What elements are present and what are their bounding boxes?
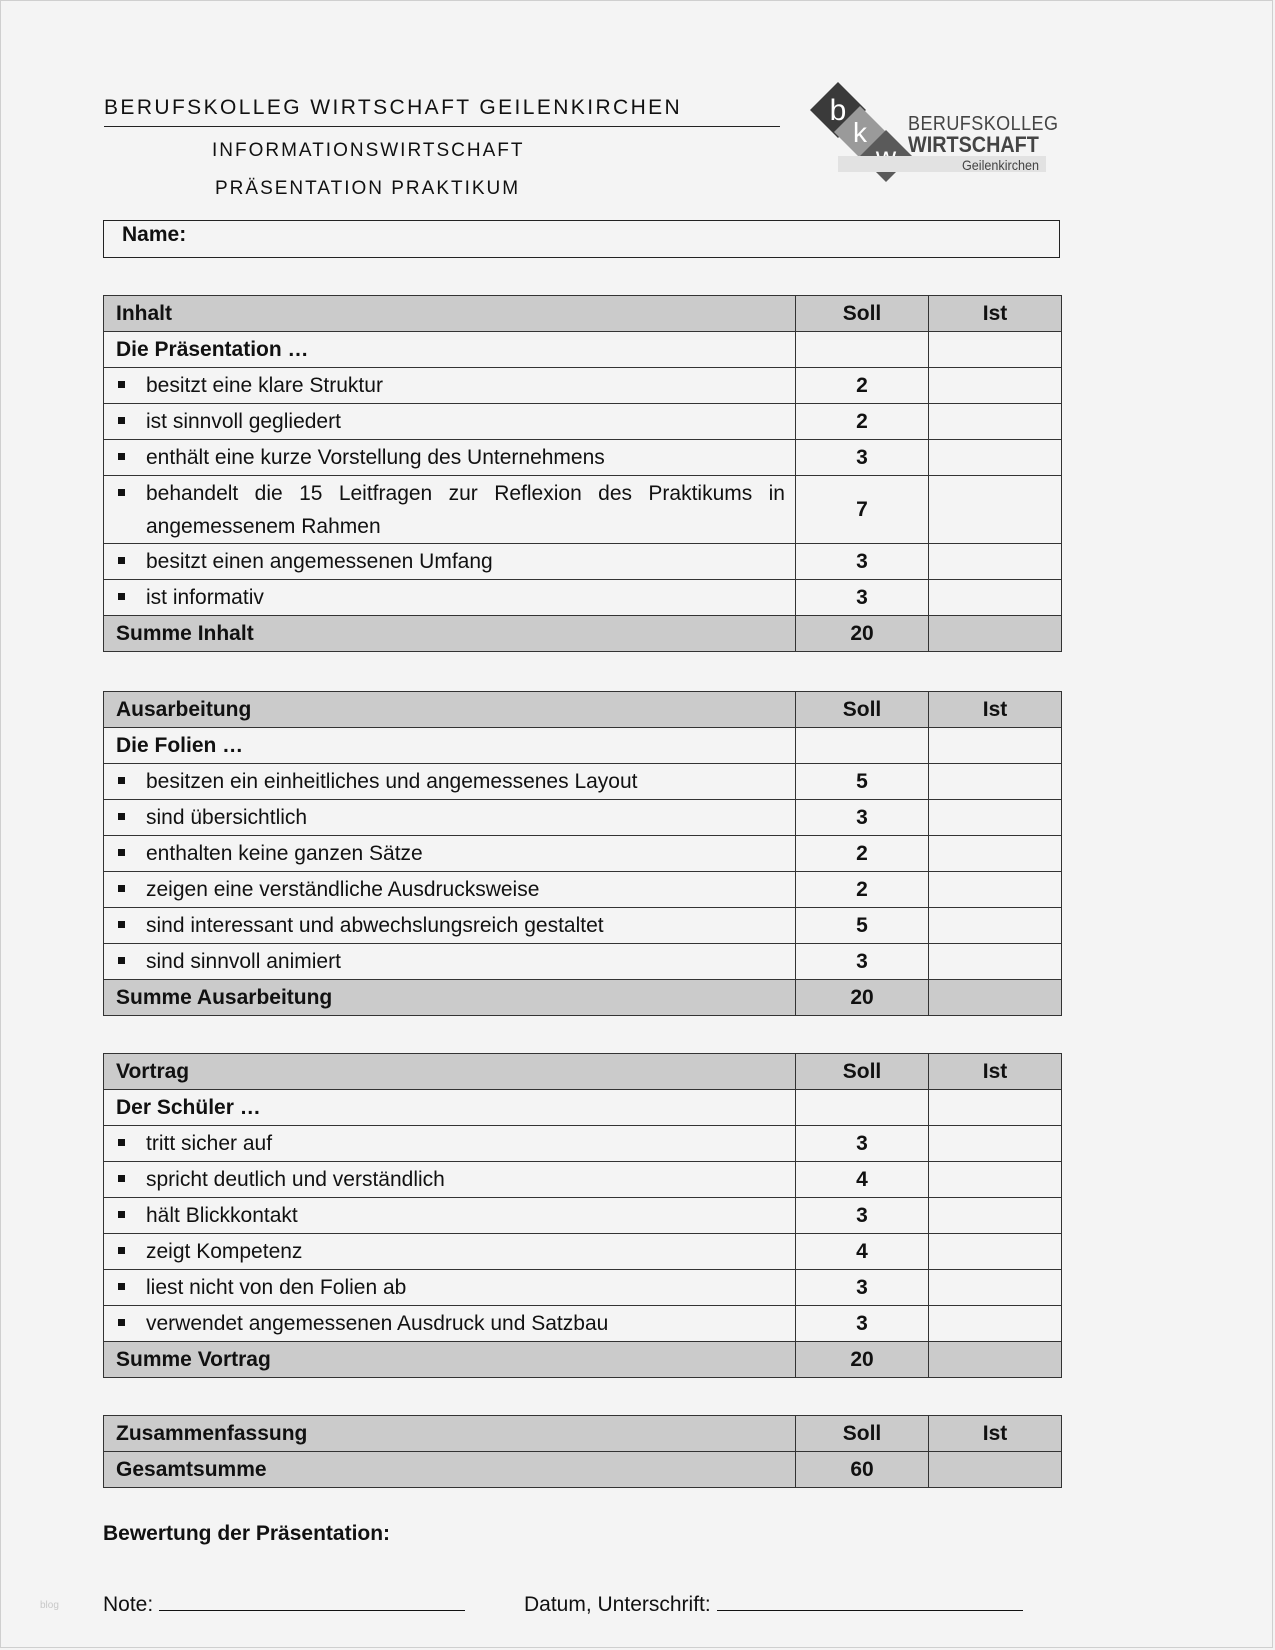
bullet-square-icon <box>118 957 125 964</box>
soll-value: 3 <box>796 440 929 476</box>
ist-cell[interactable] <box>929 800 1062 836</box>
criterion-text: besitzt eine klare Struktur <box>104 368 796 404</box>
table-header-row <box>104 1054 1062 1090</box>
soll-value: 5 <box>796 908 929 944</box>
soll-value: 2 <box>796 368 929 404</box>
soll-value: 3 <box>796 580 929 616</box>
ist-header: Ist <box>929 692 1062 728</box>
signature-blank-line[interactable] <box>717 1590 1023 1611</box>
sum-row <box>104 616 1062 652</box>
ist-cell[interactable] <box>929 1306 1062 1342</box>
soll-value: 3 <box>796 800 929 836</box>
ist-cell[interactable] <box>929 728 1062 764</box>
soll-value: 2 <box>796 836 929 872</box>
bullet-square-icon <box>118 557 125 564</box>
table-row <box>104 440 1062 476</box>
criterion-text: ist informativ <box>104 580 796 616</box>
ist-cell[interactable] <box>929 908 1062 944</box>
section-title: Vortrag <box>104 1054 796 1090</box>
date-signature-label: Datum, Unterschrift: <box>524 1593 711 1616</box>
ist-header: Ist <box>929 296 1062 332</box>
soll-value: 3 <box>796 944 929 980</box>
criterion-text: behandelt die 15 Leitfragen zur Reflexion des Praktikums in angemessenem Rahmen <box>104 476 796 544</box>
sum-label: Summe Vortrag <box>104 1342 796 1378</box>
table-zusammenfassung <box>103 1415 1062 1488</box>
section-intro: Der Schüler … <box>104 1090 796 1126</box>
soll-value: 2 <box>796 404 929 440</box>
table-vortrag <box>103 1053 1062 1378</box>
criterion-text: hält Blickkontakt <box>104 1198 796 1234</box>
total-label: Gesamtsumme <box>104 1452 796 1488</box>
table-row <box>104 580 1062 616</box>
bullet-square-icon <box>118 885 125 892</box>
bullet-square-icon <box>118 417 125 424</box>
ist-cell[interactable] <box>929 476 1062 544</box>
school-logo <box>808 78 1060 198</box>
table-header-row <box>104 1416 1062 1452</box>
ist-cell[interactable] <box>929 544 1062 580</box>
total-value: 60 <box>796 1452 929 1488</box>
table-row <box>104 836 1062 872</box>
section-intro: Die Folien … <box>104 728 796 764</box>
soll-header: Soll <box>796 1416 929 1452</box>
soll-value: 3 <box>796 1306 929 1342</box>
criterion-text: zeigen eine verständliche Ausdrucksweise <box>104 872 796 908</box>
table-row <box>104 1198 1062 1234</box>
ist-cell[interactable] <box>929 580 1062 616</box>
soll-header: Soll <box>796 692 929 728</box>
ist-sum-cell[interactable] <box>929 1342 1062 1378</box>
table-row <box>104 1270 1062 1306</box>
table-header-row <box>104 296 1062 332</box>
intro-row <box>104 728 1062 764</box>
date-signature-field[interactable] <box>524 1590 1023 1617</box>
criterion-text: zeigt Kompetenz <box>104 1234 796 1270</box>
total-row <box>104 1452 1062 1488</box>
bullet-square-icon <box>118 1175 125 1182</box>
ist-cell[interactable] <box>929 764 1062 800</box>
document-header <box>104 96 780 199</box>
soll-value: 4 <box>796 1162 929 1198</box>
sum-value: 20 <box>796 1342 929 1378</box>
soll-value: 3 <box>796 1198 929 1234</box>
ist-cell[interactable] <box>929 440 1062 476</box>
ist-sum-cell[interactable] <box>929 616 1062 652</box>
school-name: BERUFSKOLLEG WIRTSCHAFT GEILENKIRCHEN <box>104 96 780 127</box>
criterion-text: spricht deutlich und verständlich <box>104 1162 796 1198</box>
grade-blank-line[interactable] <box>159 1590 465 1611</box>
section-intro: Die Präsentation … <box>104 332 796 368</box>
table-row <box>104 1162 1062 1198</box>
table-row <box>104 1306 1062 1342</box>
document-title: PRÄSENTATION PRAKTIKUM <box>215 178 521 199</box>
criterion-text: ist sinnvoll gegliedert <box>104 404 796 440</box>
bullet-square-icon <box>118 921 125 928</box>
table-row <box>104 872 1062 908</box>
criterion-text: sind interessant und abwechslungsreich gestaltet <box>104 908 796 944</box>
bullet-square-icon <box>118 593 125 600</box>
logo-line-wirtschaft: WIRTSCHAFT <box>908 132 1039 157</box>
criterion-text: sind übersichtlich <box>104 800 796 836</box>
section-title: Ausarbeitung <box>104 692 796 728</box>
soll-value: 3 <box>796 544 929 580</box>
ist-cell[interactable] <box>929 1270 1062 1306</box>
table-row <box>104 368 1062 404</box>
soll-value: 2 <box>796 872 929 908</box>
table-row <box>104 544 1062 580</box>
criterion-text: verwendet angemessenen Ausdruck und Satzbau <box>104 1306 796 1342</box>
ist-cell[interactable] <box>929 944 1062 980</box>
table-row <box>104 908 1062 944</box>
sum-label: Summe Inhalt <box>104 616 796 652</box>
criterion-text: besitzen ein einheitliches und angemessenes Layout <box>104 764 796 800</box>
soll-value: 4 <box>796 1234 929 1270</box>
ist-cell[interactable] <box>929 1198 1062 1234</box>
logo-letter-k: k <box>853 117 867 148</box>
bullet-square-icon <box>118 777 125 784</box>
bullet-square-icon <box>118 489 125 496</box>
soll-value: 7 <box>796 476 929 544</box>
ist-cell[interactable] <box>929 404 1062 440</box>
bullet-square-icon <box>118 381 125 388</box>
bullet-square-icon <box>118 849 125 856</box>
ist-cell[interactable] <box>929 872 1062 908</box>
ist-header: Ist <box>929 1054 1062 1090</box>
grade-label: Note: <box>103 1593 154 1616</box>
bullet-square-icon <box>118 1247 125 1254</box>
table-header-row <box>104 692 1062 728</box>
criterion-text: tritt sicher auf <box>104 1126 796 1162</box>
intro-row <box>104 1090 1062 1126</box>
table-row <box>104 764 1062 800</box>
bullet-square-icon <box>118 1319 125 1326</box>
table-inhalt <box>103 295 1062 652</box>
soll-value: 5 <box>796 764 929 800</box>
logo-text <box>908 114 1075 174</box>
soll-header: Soll <box>796 296 929 332</box>
table-row <box>104 1234 1062 1270</box>
section-title: Inhalt <box>104 296 796 332</box>
grade-field[interactable] <box>103 1590 465 1617</box>
sum-row <box>104 980 1062 1016</box>
table-row <box>104 800 1062 836</box>
summary-title: Zusammenfassung <box>104 1416 796 1452</box>
subject-title: INFORMATIONSWIRTSCHAFT <box>212 140 525 161</box>
bullet-square-icon <box>118 1139 125 1146</box>
ist-cell[interactable] <box>929 1126 1062 1162</box>
bkw-diamond-logo-icon <box>808 78 918 198</box>
table-row <box>104 404 1062 440</box>
sum-value: 20 <box>796 616 929 652</box>
ist-total-cell[interactable] <box>929 1452 1062 1488</box>
ist-header: Ist <box>929 1416 1062 1452</box>
ist-cell[interactable] <box>929 836 1062 872</box>
bullet-square-icon <box>118 1283 125 1290</box>
soll-value: 3 <box>796 1270 929 1306</box>
evaluation-heading: Bewertung der Präsentation: <box>103 1522 391 1545</box>
bullet-square-icon <box>118 813 125 820</box>
soll-header: Soll <box>796 1054 929 1090</box>
criterion-text: besitzt einen angemessenen Umfang <box>104 544 796 580</box>
logo-line-geilenkirchen: Geilenkirchen <box>962 157 1040 173</box>
ist-cell[interactable] <box>929 1162 1062 1198</box>
bullet-square-icon <box>118 453 125 460</box>
table-row <box>104 1126 1062 1162</box>
sum-row <box>104 1342 1062 1378</box>
logo-line-berufskolleg: BERUFSKOLLEG <box>908 113 1059 135</box>
ist-cell[interactable] <box>929 368 1062 404</box>
ist-sum-cell[interactable] <box>929 980 1062 1016</box>
ist-cell[interactable] <box>929 332 1062 368</box>
watermark: blog <box>40 1600 59 1611</box>
ist-cell[interactable] <box>929 1090 1062 1126</box>
name-field[interactable] <box>103 220 1060 258</box>
name-label: Name: <box>122 223 187 246</box>
sum-label: Summe Ausarbeitung <box>104 980 796 1016</box>
table-ausarbeitung <box>103 691 1062 1016</box>
table-row <box>104 476 1062 544</box>
soll-value: 3 <box>796 1126 929 1162</box>
table-row <box>104 944 1062 980</box>
criterion-text: sind sinnvoll animiert <box>104 944 796 980</box>
criterion-text: enthalten keine ganzen Sätze <box>104 836 796 872</box>
bullet-square-icon <box>118 1211 125 1218</box>
logo-letter-b: b <box>829 94 847 127</box>
criterion-text: enthält eine kurze Vorstellung des Unternehmens <box>104 440 796 476</box>
criterion-text: liest nicht von den Folien ab <box>104 1270 796 1306</box>
sum-value: 20 <box>796 980 929 1016</box>
intro-row <box>104 332 1062 368</box>
ist-cell[interactable] <box>929 1234 1062 1270</box>
